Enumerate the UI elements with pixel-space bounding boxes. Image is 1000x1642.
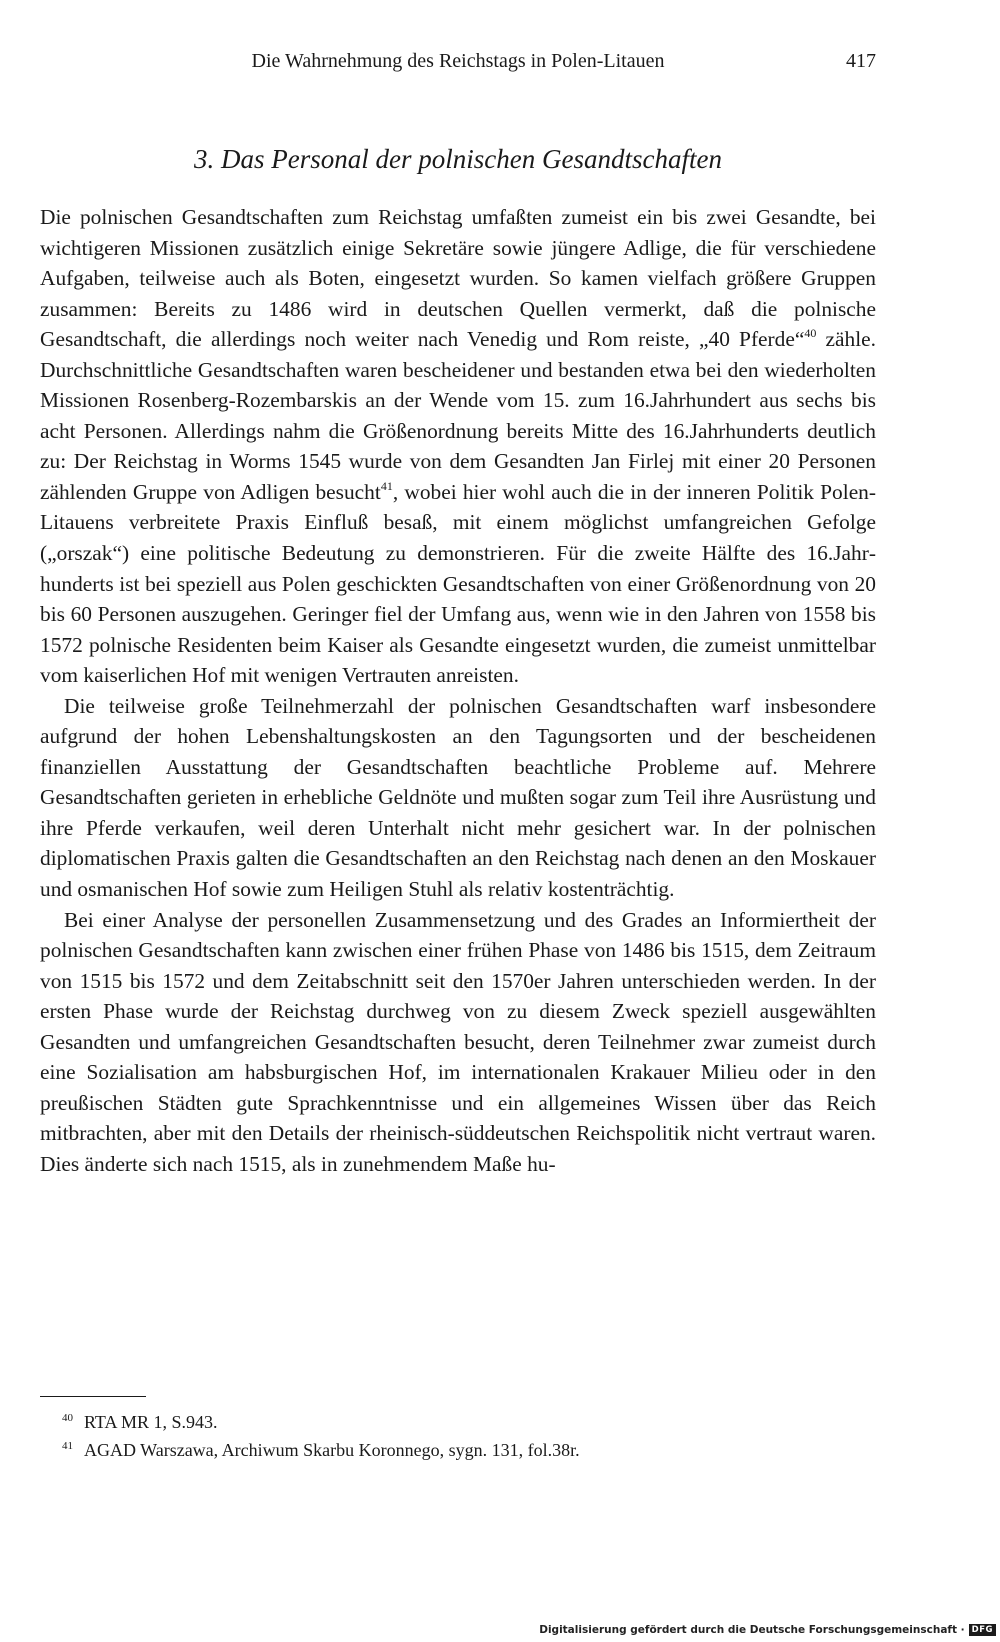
footnote-number: 41 [62,1440,73,1452]
paragraph-1-part-c: , wobei hier wohl auch die in der inneren Politik Polen-Litauens verbreitete Praxis Einfluß besaß, mit einem möglichst umfangreichen Gefolge („orszak“) eine politische Bedeutung zu demonstrieren. Für die zweite Hälfte des 16.Jahrhunderts ist bei speziell aus Polen geschickten Gesandtschaften von einer Größenordnung von 20 bis 60 Personen auszugehen. Geringer fiel der Umfang aus, wenn wie in den Jahren von 1558 bis 1572 polnische Residenten beim Kaiser als Gesandte eingesetzt wurden, die zumeist unmittelbar vom kaiserlichen Hof mit wenigen Vertrauten anreisten. [40,479,877,688]
section-title: 3. Das Personal der polnischen Gesandtschaften [194,144,722,174]
footnote-41 [40,1436,876,1464]
credit-text: Digitalisierung gefördert durch die Deutsche Forschungsgemeinschaft · [539,1624,965,1636]
dfg-logo: DFG [969,1624,996,1636]
footnote-text: RTA MR 1, S.943. [84,1412,218,1432]
footnote-text: AGAD Warszawa, Archiwum Skarbu Koronnego, sygn. 131, fol.38r. [84,1440,580,1460]
running-title: Die Wahrnehmung des Reichstags in Polen-Litauen [251,50,665,72]
paragraph-3: Bei einer Analyse der personellen Zusammensetzung und des Grades an Informiertheit der polnischen Gesandtschaften kann zwischen einer frühen Phase von 1486 bis 1515, dem Zeitraum von 1515 bis 1572 und dem Zeitabschnitt seit den 1570er Jahren unterschieden werden. In der ersten Phase wurde der Reichstag durchweg von zu diesem Zweck speziell ausgewählten Gesandten und umfangreichen Gesandtschaften besucht, deren Teilnehmer zwar zumeist durch eine Sozialisation am habsburgischen Hof, im internationalen Krakauer Milieu oder in den preußischen Städten gute Sprachkenntnisse und ein allgemeines Wissen über das Reich mitbrachten, aber mit den Details der rheinisch-süddeutschen Reichspolitik nicht vertraut waren. Dies änderte sich nach 1515, als in zunehmendem Maße hu- [40,907,876,1176]
running-header [40,50,876,80]
paragraph-1-part-a: Die polnischen Gesandtschaften zum Reichstag umfaßten zumeist ein bis zwei Gesandte, bei wichtigeren Missionen zusätzlich einige Sekretäre sowie jüngere Adlige, die für verschiedene Aufgaben, teilweise auch als Boten, eingesetzt wurden. So kamen vielfach größere Gruppen zusammen: Bereits zu 1486 wird in deutschen Quellen vermerkt, daß die polnische Gesandtschaft, die allerdings noch weiter nach Venedig und Rom reiste, „40 Pferde“ [40,205,876,352]
page-number: 417 [846,50,876,72]
footnotes [40,1408,876,1464]
footnote-ref-41[interactable]: 41 [380,478,393,493]
footnote-number: 40 [62,1412,73,1424]
paragraph-2: Die teilweise große Teilnehmerzahl der polnischen Gesandtschaften warf insbesondere aufgrund der hohen Lebenshaltungskosten an den Tagungsorten und der bescheidenen finanziellen Ausstattung der Gesandtschaften beachtliche Probleme auf. Mehrere Gesandtschaften gerieten in erhebliche Geldnöte und mußten sogar zum Teil ihre Ausrüstung und ihre Pferde verkaufen, weil deren Unterhalt nicht mehr gesichert war. In der polnischen diplomatischen Praxis galten die Gesandtschaften an den Reichstag nach denen an den Moskauer und osmanischen Hof sowie zum Heiligen Stuhl als relativ kostenträchtig. [40,693,876,902]
body-text [40,202,876,1180]
paragraph-1-part-b: zähle. Durchschnittliche Gesandtschaften waren bescheidener und bestanden etwa bei den wiederholten Missionen Rosenberg-Rozembarskis an der Wende vom 15. zum 16.Jahrhundert aus sechs bis acht Personen. Allerdings nahm die Größenordnung bereits Mitte des 16.Jahrhunderts deutlich zu: Der Reichstag in Worms 1545 wurde von dem Gesandten Jan Firlej mit einer 20 Personen zählenden Gruppe von Adligen besucht [40,327,876,504]
footnote-40 [40,1408,876,1436]
footnote-separator [40,1396,146,1397]
footnote-ref-40[interactable]: 40 [804,326,817,341]
paragraph-1 [40,202,876,691]
digitization-credit [539,1624,996,1636]
